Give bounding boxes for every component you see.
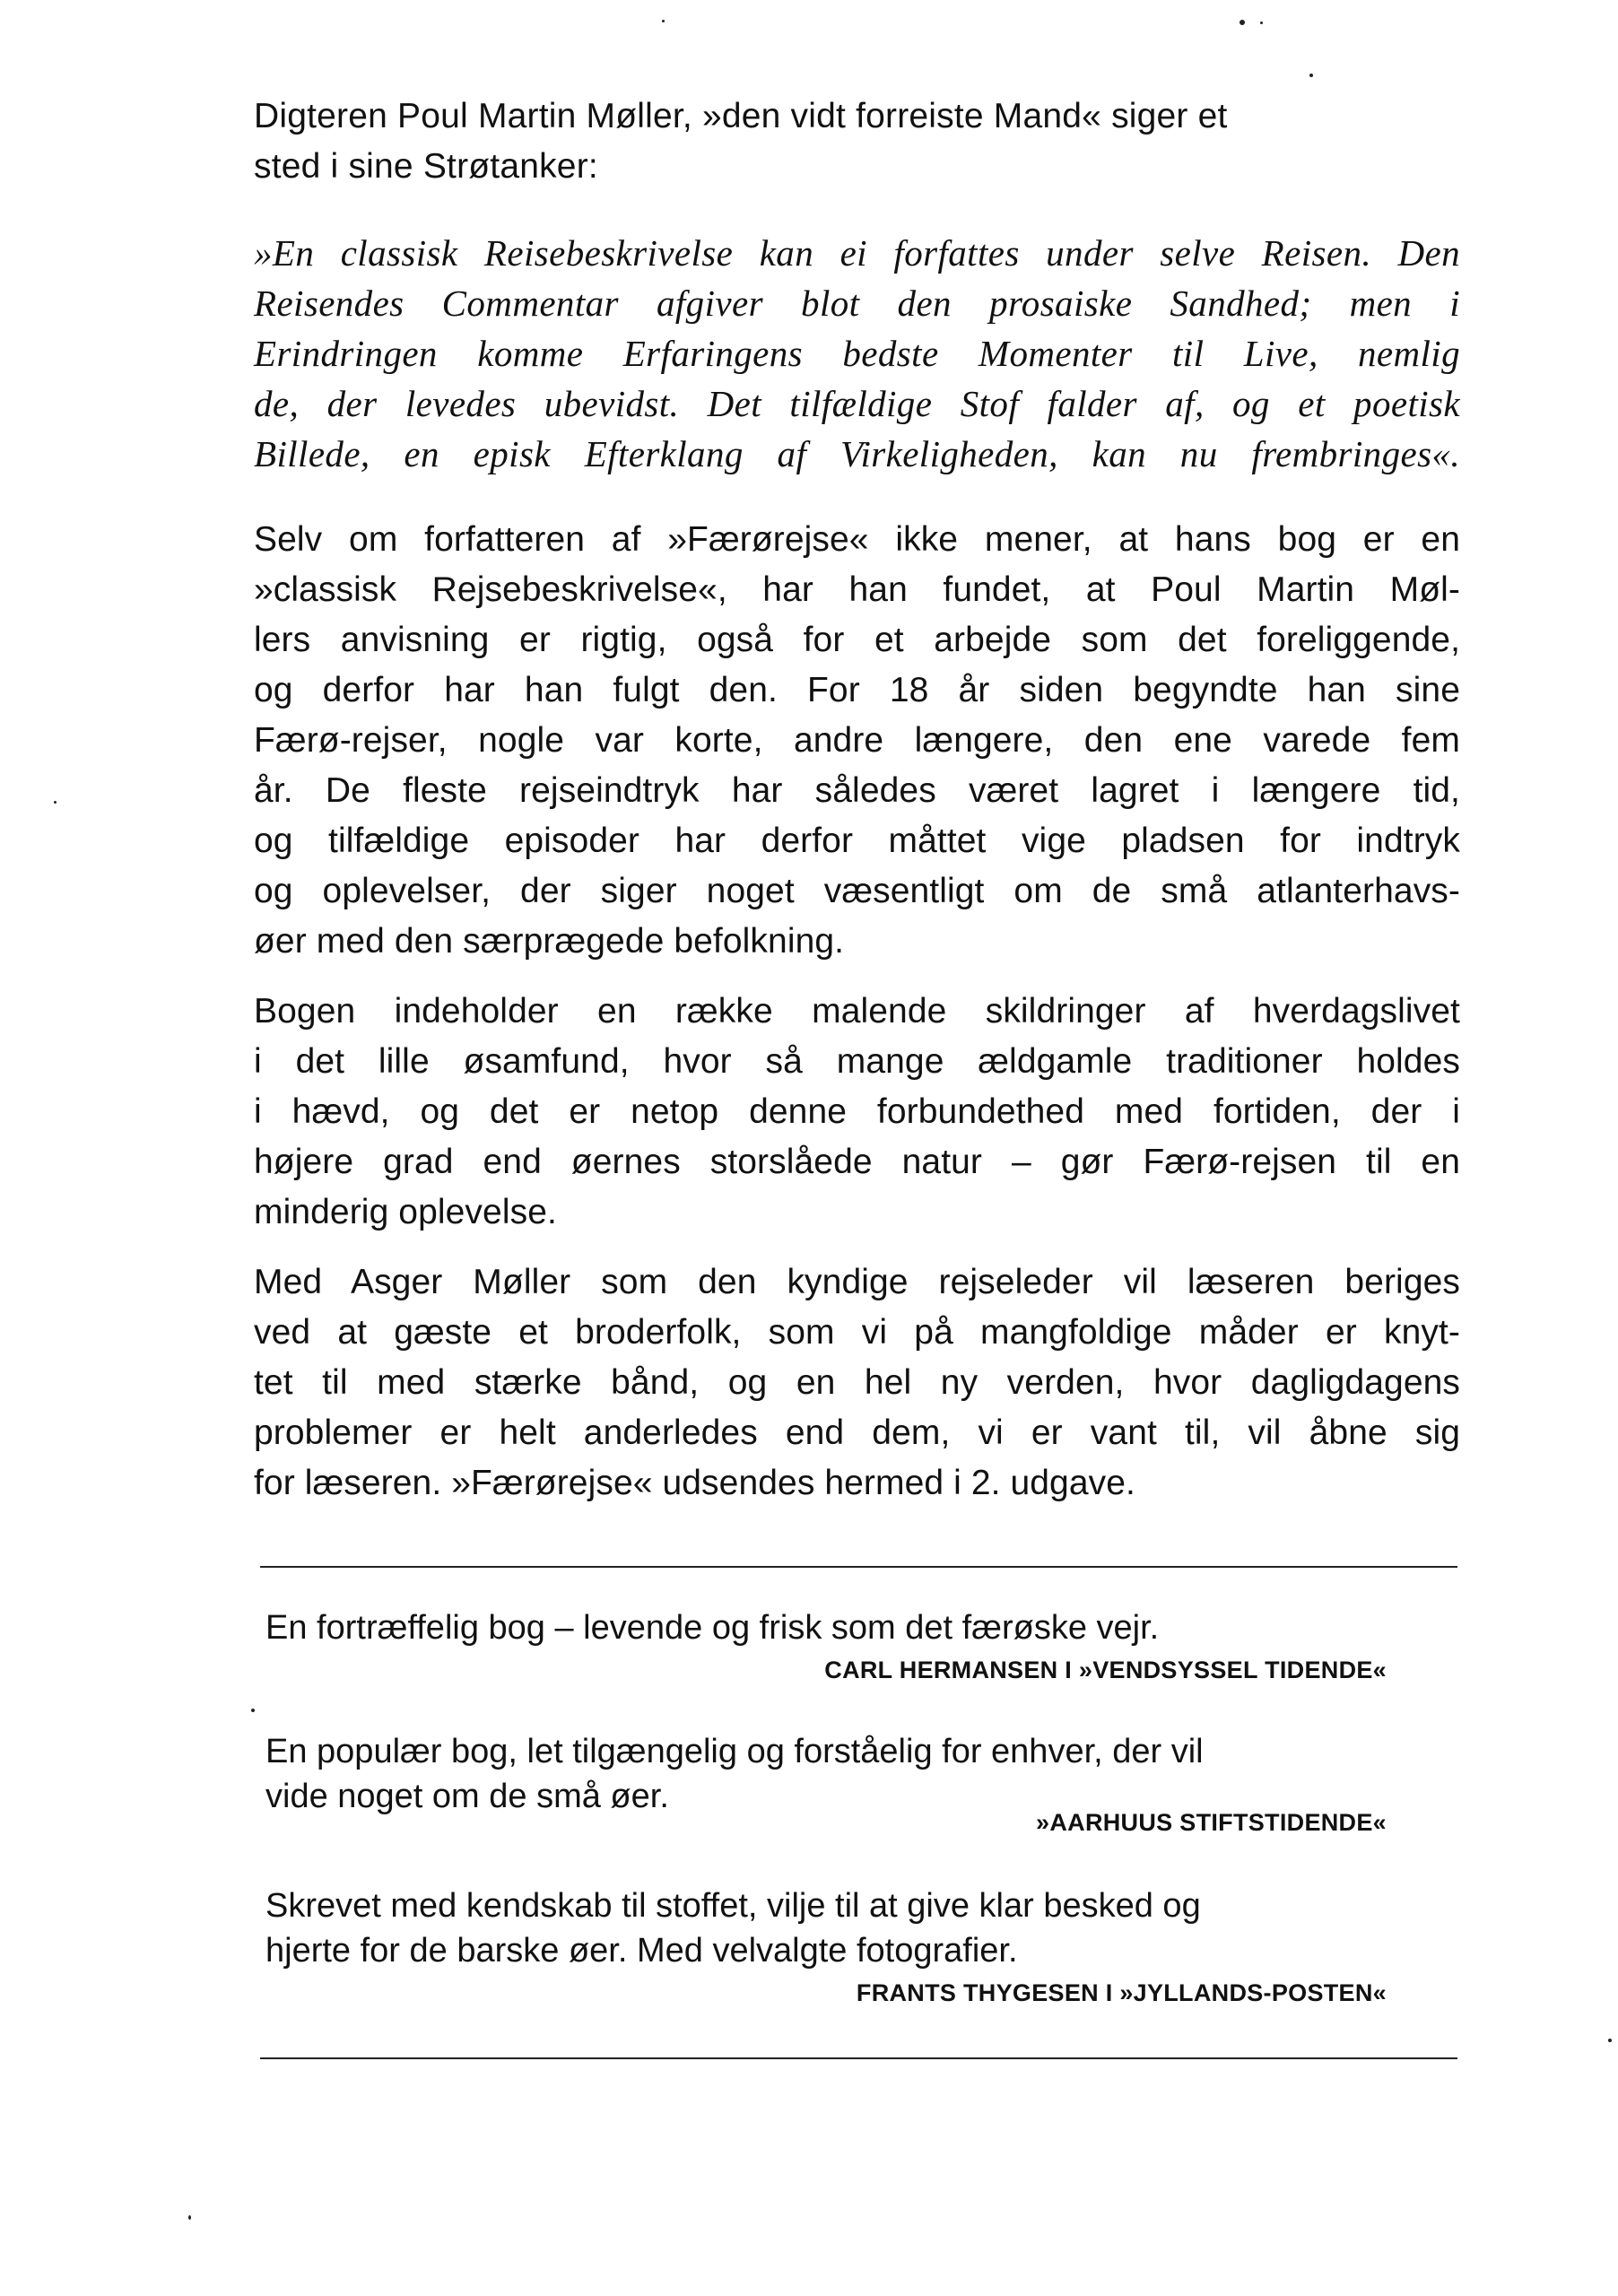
review-3 bbox=[265, 1883, 1458, 2009]
review-text: En populær bog, let tilgængelig og forståelig for enhver, der vil bbox=[265, 1733, 1204, 1770]
review-text: vide noget om de små øer. bbox=[265, 1778, 669, 1815]
body-line: og oplevelser, der siger noget væsentligt om de små atlanterhavs- bbox=[254, 872, 1460, 910]
body-line: Bogen indeholder en række malende skildringer af hverdagslivet bbox=[254, 992, 1460, 1031]
body-line: ved at gæste et broderfolk, som vi på mangfoldige måder er knyt- bbox=[254, 1313, 1460, 1352]
body-line: minderig oplevelse. bbox=[254, 1193, 557, 1231]
quote-line: Billede, en episk Efterklang af Virkeligheden, kan nu frembringes«. bbox=[254, 433, 1460, 474]
scan-speck bbox=[54, 801, 57, 804]
body-line: for læseren. »Færørejse« udsendes hermed i 2. udgave. bbox=[254, 1464, 1135, 1502]
body-line: i hævd, og det er netop denne forbundethed med fortiden, der i bbox=[254, 1092, 1460, 1131]
body-line: »classisk Rejsebeskrivelse«, har han fundet, at Poul Martin Møl- bbox=[254, 570, 1460, 609]
scan-speck bbox=[188, 2215, 191, 2220]
quote-line: Erindringen komme Erfaringens bedste Momenter til Live, nemlig bbox=[254, 333, 1460, 374]
quote-line: Reisendes Commentar afgiver blot den prosaiske Sandhed; men i bbox=[254, 283, 1460, 324]
review-source: »AARHUUS STIFTSTIDENDE« bbox=[1036, 1809, 1387, 1836]
body-line: øer med den særprægede befolkning. bbox=[254, 922, 845, 961]
body-line: år. De fleste rejseindtryk har således været lagret i længere tid, bbox=[254, 771, 1460, 810]
intro-line: sted i sine Strøtanker: bbox=[254, 147, 598, 186]
scan-speck bbox=[662, 20, 665, 22]
review-2 bbox=[265, 1729, 1458, 1839]
body-line: tet til med stærke bånd, og en hel ny verden, hvor dagligdagens bbox=[254, 1363, 1460, 1402]
intro-line: Digteren Poul Martin Møller, »den vidt forreiste Mand« siger et bbox=[254, 97, 1228, 135]
body-paragraph-1 bbox=[254, 515, 1460, 967]
body-line: højere grad end øernes storslåede natur – gør Færø-rejsen til en bbox=[254, 1143, 1460, 1181]
body-line: lers anvisning er rigtig, også for et arbejde som det foreliggende, bbox=[254, 621, 1460, 659]
quote-line: »En classisk Reisebeskrivelse kan ei forfattes under selve Reisen. Den bbox=[254, 232, 1460, 274]
body-line: i det lille øsamfund, hvor så mange ældgamle traditioner holdes bbox=[254, 1042, 1460, 1081]
body-paragraph-3 bbox=[254, 1257, 1460, 1509]
intro-paragraph bbox=[254, 91, 1460, 192]
review-text: hjerte for de barske øer. Med velvalgte fotografier. bbox=[265, 1932, 1018, 1970]
body-line: Selv om forfatteren af »Færørejse« ikke mener, at hans bog er en bbox=[254, 520, 1460, 559]
body-line: Færø-rejser, nogle var korte, andre længere, den ene varede fem bbox=[254, 721, 1460, 760]
review-source: FRANTS THYGESEN I »JYLLANDS-POSTEN« bbox=[856, 1979, 1387, 2006]
body-line: problemer er helt anderledes end dem, vi er vant til, vil åbne sig bbox=[254, 1413, 1460, 1452]
scan-speck bbox=[251, 1709, 255, 1712]
scan-speck bbox=[1608, 2039, 1612, 2042]
scan-speck bbox=[1309, 74, 1313, 77]
quote-line: de, der levedes ubevidst. Det tilfældige Stof falder af, og et poetisk bbox=[254, 383, 1460, 424]
body-paragraph-2 bbox=[254, 987, 1460, 1238]
italic-quote bbox=[254, 228, 1460, 479]
main-text bbox=[254, 91, 1460, 1509]
body-line: og derfor har han fulgt den. For 18 år siden begyndte han sine bbox=[254, 671, 1460, 709]
scan-speck bbox=[1240, 20, 1245, 25]
review-1 bbox=[265, 1605, 1458, 1686]
body-line: Med Asger Møller som den kyndige rejseleder vil læseren beriges bbox=[254, 1263, 1460, 1301]
review-source: CARL HERMANSEN I »VENDSYSSEL TIDENDE« bbox=[824, 1657, 1387, 1683]
review-text: En fortræffelig bog – levende og frisk som det færøske vejr. bbox=[265, 1609, 1160, 1647]
divider-top bbox=[260, 1566, 1457, 1568]
review-text: Skrevet med kendskab til stoffet, vilje til at give klar besked og bbox=[265, 1887, 1201, 1925]
divider-bottom bbox=[260, 2057, 1457, 2059]
scan-speck bbox=[1260, 22, 1263, 24]
body-line: og tilfældige episoder har derfor måttet vige pladsen for indtryk bbox=[254, 822, 1460, 860]
